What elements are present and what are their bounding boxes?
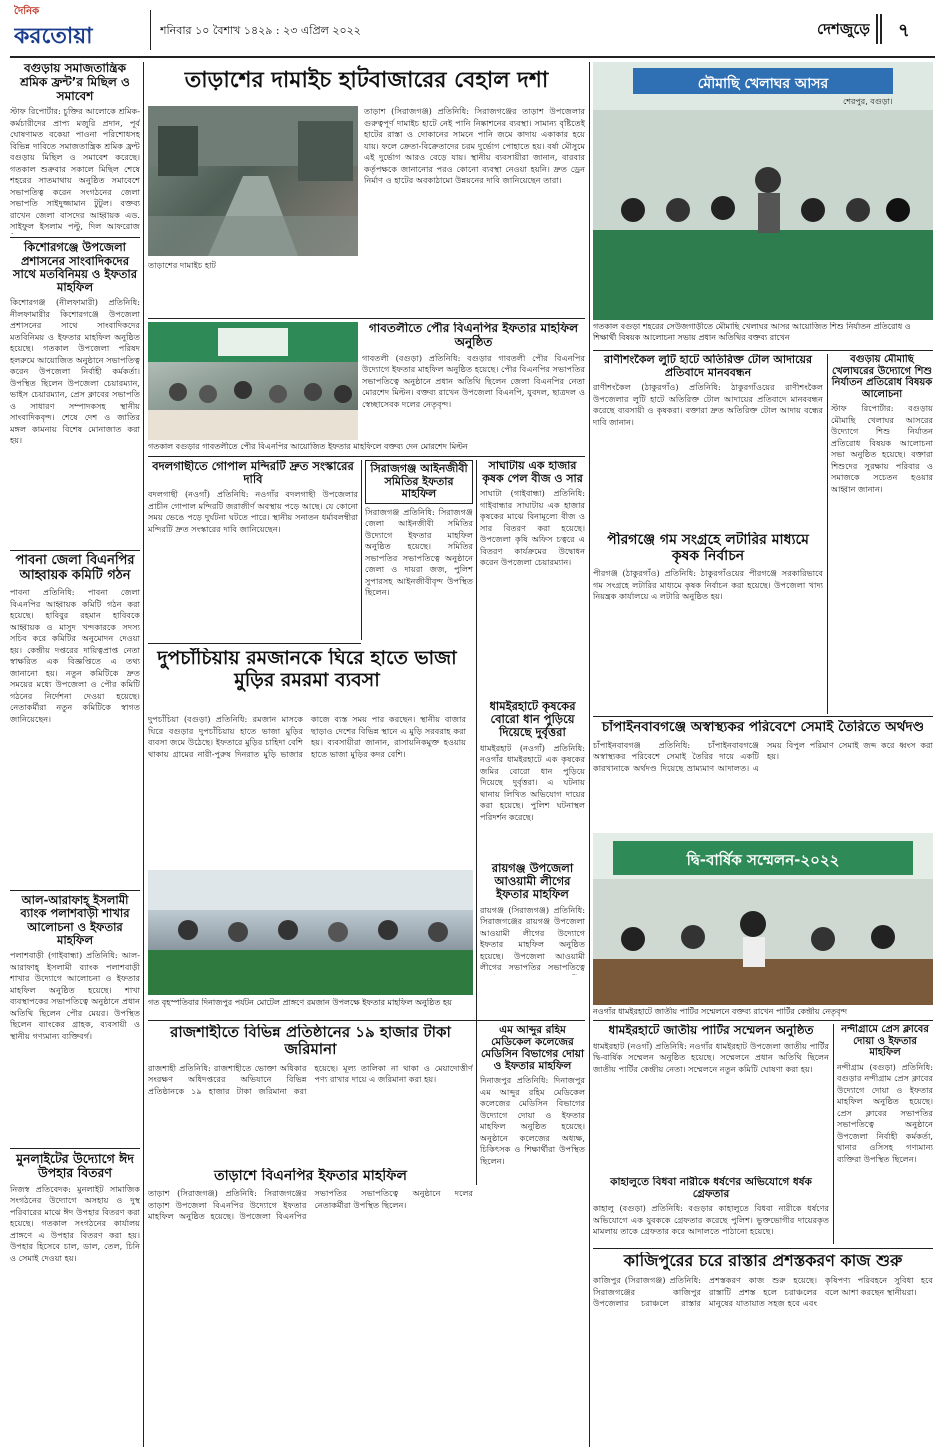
article-title: সাঘাটায় এক হাজার কৃষক পেল বীজ ও সার xyxy=(482,460,583,485)
divider xyxy=(10,237,140,238)
lead-headline: তাড়াশের দামাইচ হাটবাজারের বেহাল দশা xyxy=(184,68,549,93)
article-body: সিরাজগঞ্জ প্রতিনিধি: সিরাজগঞ্জ জেলা আইনজীবী সমিতির উদ্যোগে ইফতার মাহফিল অনুষ্ঠিত হয়েছে। সমিতির সভাপতির সভাপতিত্বে অনুষ্ঠানে জেলা ও দায়রা জজ, পুলিশ সুপারসহ আইনজীবীবৃন্দ উপস্থিত ছিলেন। xyxy=(365,506,473,598)
left-column xyxy=(10,62,140,1447)
right-top-caption: গতকাল বগুড়া শহরের সেউজগাড়ীতে মৌমাছি খেলাঘর আসর আয়োজিত শিশু নির্যাতন প্রতিরোধ ও শিক্ষার্থী বিষয়ক আলোচনা সভায় প্রধান অতিথির বক্তব্য রাখেন xyxy=(593,322,911,342)
article-body: নন্দীগ্রাম (বগুড়া) প্রতিনিধি: বগুড়ার নন্দীগ্রাম প্রেস ক্লাবের উদ্যোগে দোয়া ও ইফতার মাহফিল অনুষ্ঠিত হয়েছে। প্রেস ক্লাবের সভাপতির সভাপতিত্বে অনুষ্ঠানে উপজেলা নির্বাহী কর্মকর্তা, থানার ওসিসহ গণ্যমান্য ব্যক্তিরা উপস্থিত ছিলেন। xyxy=(837,1061,933,1164)
divider xyxy=(148,456,585,457)
divider xyxy=(148,643,361,644)
tarash-bnp-article xyxy=(148,1168,473,1446)
article-body: দিনাজপুর প্রতিনিধি: দিনাজপুর এম আব্দুর রহিম মেডিকেল কলেজের মেডিসিন বিভাগের উদ্যোগে দোয়া ও ইফতার মাহফিল অনুষ্ঠিত হয়েছে। অনুষ্ঠানে কলেজের অধ্যক্ষ, চিকিৎসক ও শিক্ষার্থীরা উপস্থিত ছিলেন। xyxy=(480,1075,585,1166)
article-body: রায়গঞ্জ (সিরাজগঞ্জ) প্রতিনিধি: সিরাজগঞ্জের রায়গঞ্জ উপজেলা আওয়ামী লীগের উদ্যোগে ইফতার মাহফিল অনুষ্ঠিত হয়েছে। উপজেলা আওয়ামী লীগের সভাপতির সভাপতিত্বে xyxy=(480,904,585,973)
article-body: পলাশবাড়ী (গাইবান্ধা) প্রতিনিধি: আল-আরাফাহ্‌ ইসলামী ব্যাংক পলাশবাড়ী শাখার উদ্যোগে আলোচনা ও ইফতার মাহফিল অনুষ্ঠিত হয়েছে। শাখা ব্যবস্থাপকের সভাপতিত্বে অনুষ্ঠানে প্রধান অতিথি ছিলেন পৌর মেয়র। উপস্থিত ছিলেন ব্যাংকের গ্রাহক, ব্যবসায়ী ও স্থানীয় গণ্যমান্য ব্যক্তিবর্গ। xyxy=(10,950,140,1041)
event-photo xyxy=(148,322,358,440)
article-title: রায়গঞ্জ উপজেলা আওয়ামী লীগের ইফতার মাহফিল xyxy=(491,862,574,902)
iftar-photo-caption: গত বৃহস্পতিবার দিনাজপুর পর্যটন মোটেল প্রাঙ্গণে রমজান উপলক্ষে ইফতার মাহফিল অনুষ্ঠিত হয় xyxy=(148,998,452,1007)
article-title: ধামইরহাটে কৃষকের বোরো ধান পুড়িয়ে দিয়েছে দুর্বৃত্তরা xyxy=(489,700,576,740)
date-line: শনিবার ১০ বৈশাখ ১৪২৯ : ২৩ এপ্রিল ২০২২ xyxy=(160,24,361,37)
article-title: পীরগঞ্জে গম সংগ্রহে লটারির মাধ্যমে কৃষক নির্বাচন xyxy=(607,532,809,565)
article-body: সাঘাটা (গাইবান্ধা) প্রতিনিধি: গাইবান্ধার সাঘাটায় এক হাজার কৃষকের মাঝে বিনামূল্যে বীজ ও সার বিতরণ করা হয়েছে। উপজেলা কৃষি অফিস চত্বরে এ বিতরণ কার্যক্রমের উদ্বোধন করেন উপজেলা চেয়ারম্যান। xyxy=(480,488,585,568)
article-title: গাবতলীতে পৌর বিএনপির ইফতার মাহফিল অনুষ্ঠিত xyxy=(368,322,579,349)
lead-photo xyxy=(148,106,358,256)
divider xyxy=(593,1248,933,1249)
article-body: স্টাফ রিপোর্টার: বগুড়ায় মৌমাছি খেলাঘর আসরের উদ্যোগে শিশু নির্যাতন প্রতিরোধ বিষয়ক আলোচনা সভা অনুষ্ঠিত হয়েছে। বক্তারা শিশুদের সুরক্ষায় পরিবার ও সমাজকে সচেতন হওয়ার আহ্বান জানান। xyxy=(831,403,933,494)
column-rule xyxy=(361,460,362,640)
article-title: এম আব্দুর রহিম মেডিকেল কলেজের মেডিসিন বিভাগের দোয়া ও ইফতার মাহফিল xyxy=(481,1024,584,1073)
conference-banner xyxy=(613,841,913,875)
article-body: রাজশাহী প্রতিনিধি: রাজশাহীতে ভোক্তা অধিকার সংরক্ষণ অধিদপ্তরের অভিযানে বিভিন্ন প্রতিষ্ঠানকে ১৯ হাজার টাকা জরিমানা করা হয়েছে। মূল্য তালিকা না থাকা ও মেয়াদোত্তীর্ণ পণ্য রাখার দায়ে এ জরিমানা করা হয়। xyxy=(148,1062,473,1096)
divider xyxy=(10,550,140,551)
pirganj-article xyxy=(593,532,823,714)
article-title: বগুড়ায় সমাজতান্ত্রিক শ্রমিক ফ্রন্ট’র মিছিল ও সমাবেশ xyxy=(20,62,130,103)
article-body: চাঁপাইনবাবগঞ্জ প্রতিনিধি: চাঁপাইনবাবগঞ্জে অস্বাস্থ্যকর পরিবেশে সেমাই তৈরির দায়ে একটি কারখানাকে অর্থদণ্ড দিয়েছে ভ্রাম্যমাণ আদালত। এ সময় বিপুল পরিমাণ সেমাই জব্দ করে ধ্বংস করা হয়। xyxy=(593,739,933,773)
article-body: স্টাফ রিপোর্টার: চুক্তির আলোকে শ্রমিক-কর্মচারীদের প্রাপ্য মজুরি প্রদান, পূর্ব ঘোষণামত বকেয়া পাওনা পরিশোধসহ বিভিন্ন দাবিতে সমাজতান্ত্রিক শ্রমিক ফ্রন্ট বগুড়ায় মিছিল ও সমাবেশ করেছে। গতকাল শুক্রবার সকালে মিছিল শেষে শহরের সাতমাথায় অনুষ্ঠিত সমাবেশে সভাপতিত্ব করেন সংগঠনের জেলা সভাপতি সাইদুজ্জামান টুটুল। বক্তব্য রাখেন জেলা বাসদের আহ্বায়ক এড. সাইফুল ইসলাম পল্টু, দিল আফরোজ xyxy=(10,106,140,232)
article-title: সিরাজগঞ্জ আইনজীবী সমিতির ইফতার মাহফিল xyxy=(365,460,473,504)
divider xyxy=(148,1020,585,1021)
article-title: বদলগাছীতে গোপাল মন্দিরটি দ্রুত সংস্কারের দাবি xyxy=(152,460,354,487)
conference-banner-text: দ্বি-বার্ষিক সম্মেলন-২০২২ xyxy=(686,851,840,869)
meeting-image xyxy=(593,110,933,320)
article-body: ধামইরহাট (নওগাঁ) প্রতিনিধি: নওগাঁর ধামইরহাট উপজেলা জাতীয় পার্টির দ্বি-বার্ষিক সম্মেলন অনুষ্ঠিত হয়েছে। সম্মেলনে প্রধান অতিথি ছিলেন জাতীয় পার্টির কেন্দ্রীয় নেতা। সম্মেলনে নতুন কমিটি ঘোষণা করা হয়। xyxy=(593,1040,829,1074)
kazipur-article xyxy=(593,1252,933,1446)
nandigram-article xyxy=(837,1024,933,1244)
dupchanchia-headline xyxy=(148,648,466,710)
banner xyxy=(633,68,893,94)
page-number: ৭ xyxy=(898,20,910,41)
medical-college-article xyxy=(480,1024,585,1446)
column-rule xyxy=(143,62,144,1447)
article-title: তাড়াশে বিএনপির ইফতার মাহফিল xyxy=(214,1168,407,1184)
lead-caption: তাড়াশের দামাইচ হাট xyxy=(148,260,216,270)
article-title: চাঁপাইনবাবগঞ্জে অস্বাস্থ্যকর পরিবেশে সেমাই তৈরিতে অর্থদণ্ড xyxy=(601,720,925,735)
banner-title: মৌমাছি খেলাঘর আসর xyxy=(697,76,829,92)
article-body: কিশোরগঞ্জ (নীলফামারী) প্রতিনিধি: নীলফামারীর কিশোরগঞ্জে উপজেলা প্রশাসনের সাথে সাংবাদিকদের মতবিনিময় ও ইফতার মাহফিল অনুষ্ঠিত হয়েছে। গতকাল উপজেলা পরিষদ হলরুমে আয়োজিত অনুষ্ঠানে সভাপতিত্ব করেন উপজেলা নির্বাহী কর্মকর্তা। উপস্থিত ছিলেন উপজেলা চেয়ারম্যান, ভাইস চেয়ারম্যান, প্রেস ক্লাবের সভাপতি ও সাধারণ সম্পাদকসহ স্থানীয় সাংবাদিকবৃন্দ। শেষে দেশ ও জাতির মঙ্গল কামনায় বিশেষ মোনাজাত করা হয়। xyxy=(10,297,140,446)
divider xyxy=(593,1020,933,1021)
article-body: কাহালু (বগুড়া) প্রতিনিধি: বগুড়ার কাহালুতে বিধবা নারীকে ধর্ষণের অভিযোগে এক যুবককে গ্রেফতার করেছে পুলিশ। ভুক্তভোগীর দায়েরকৃত মামলায় তাকে গ্রেফতার করে আদালতে পাঠানো হয়েছে। xyxy=(593,1203,829,1237)
logo-main-text: করতোয়া xyxy=(14,24,93,49)
raiganj-article xyxy=(480,862,585,997)
logo-small-text: দৈনিক xyxy=(14,6,40,17)
lead-story xyxy=(148,62,585,317)
badalgachhi-article xyxy=(148,460,358,640)
article-title: মুনলাইটের উদ্যোগে ঈদ উপহার বিতরণ xyxy=(16,1151,134,1181)
iftar-photo xyxy=(148,870,473,995)
section-divider xyxy=(876,14,882,44)
article-body: গাবতলী (বগুড়া) প্রতিনিধি: বগুড়ার গাবতলী পৌর বিএনপির উদ্যোগে ইফতার মাহফিল অনুষ্ঠিত হয়েছে। পৌর বিএনপির সভাপতির সভাপতিত্বে অনুষ্ঠানে প্রধান অতিথি ছিলেন জেলা বিএনপির নেতা মোরশেদ মিল্টন। বক্তব্য রাখেন উপজেলা বিএনপি, যুবদল, ছাত্রদল ও স্বেচ্ছাসেবক দলের নেতৃবৃন্দ। xyxy=(362,352,585,409)
chapai-article xyxy=(593,720,933,830)
article-body: পাবনা প্রতিনিধি: পাবনা জেলা বিএনপির আহ্বায়ক কমিটি গঠন করা হয়েছে। হাবিবুর রহমান হাবিবকে আহ্বায়ক ও মাসুদ খন্দকারকে সদস্য সচিব করে কমিটির অনুমোদন দেওয়া হয়। কেন্দ্রীয় দপ্তরের দায়িত্বপ্রাপ্ত নেতা স্বাক্ষরিত এক বিজ্ঞপ্তিতে এ তথ্য জানানো হয়। নতুন কমিটিকে দ্রুত সময়ের মধ্যে উপজেলা ও পৌর কমিটি গঠনের নির্দেশনা দেওয়া হয়েছে। নেতাকর্মীরা নতুন কমিটিকে স্বাগত জানিয়েছেন। xyxy=(10,587,140,724)
column-rule xyxy=(476,460,477,1185)
masthead xyxy=(0,0,945,58)
article-body: নিজস্ব প্রতিবেদক: মুনলাইট সামাজিক সংগঠনের উদ্যোগে অসহায় ও দুস্থ পরিবারের মাঝে ঈদ উপহার বিতরণ করা হয়েছে। গতকাল সংগঠনের কার্যালয় প্রাঙ্গণে এ উপহার বিতরণ করা হয়। উপহার হিসেবে চাল, ডাল, তেল, চিনি ও সেমাই দেওয়া হয়। xyxy=(10,1183,140,1263)
rajshahi-article xyxy=(148,1024,473,1164)
saghata-article xyxy=(480,460,585,690)
article-title: রাজশাহীতে বিভিন্ন প্রতিষ্ঠানের ১৯ হাজার টাকা জরিমানা xyxy=(170,1024,451,1059)
article-body: ধামইরহাট (নওগাঁ) প্রতিনিধি: নওগাঁর ধামইরহাটে এক কৃষকের জমির বোরো ধান পুড়িয়ে দিয়েছে দুর্বৃত্তরা। এ ঘটনায় থানায় লিখিত অভিযোগ দায়ের করা হয়েছে। পুলিশ ঘটনাস্থল পরিদর্শন করেছে। xyxy=(480,742,585,822)
section-name: দেশজুড়ে xyxy=(817,20,870,38)
ranisankail-article xyxy=(593,354,823,529)
market-street-image xyxy=(148,106,358,256)
article-title: পাবনা জেলা বিএনপির আহ্বায়ক কমিটি গঠন xyxy=(15,553,135,584)
kahalu-article xyxy=(593,1176,829,1246)
article-title: রাণীশংকৈল লুটি হাটে অতিরিক্ত টোল আদায়ের প্রতিবাদে মানববন্ধন xyxy=(603,354,813,379)
iftar-gathering-image xyxy=(148,870,473,995)
lead-body-continued xyxy=(148,260,585,315)
article-title: নন্দীগ্রামে প্রেস ক্লাবের দোয়া ও ইফতার মাহফিল xyxy=(841,1024,929,1058)
banner-subtitle: শেরপুর, বগুড়া। xyxy=(843,97,893,106)
article-title: কাজিপুরের চরে রাস্তার প্রশস্তকরণ কাজ শুরু xyxy=(623,1252,903,1270)
divider xyxy=(10,1148,140,1149)
article-body: পীরগঞ্জ (ঠাকুরগাঁও) প্রতিনিধি: ঠাকুরগাঁওয়ের পীরগঞ্জে সরকারিভাবে গম সংগ্রহে লটারির মাধ্যমে কৃষক নির্বাচন করা হয়েছে। উপজেলা খাদ্য নিয়ন্ত্রক কার্যালয়ে এ লটারি অনুষ্ঠিত হয়। xyxy=(593,568,823,602)
article-body: বদলগাছী (নওগাঁ) প্রতিনিধি: নওগাঁর বদলগাছী উপজেলার প্রাচীন গোপাল মন্দিরটি জরাজীর্ণ অবস্থায় পড়ে আছে। যে কোনো সময় ভেঙে পড়ে দুর্ঘটনা ঘটতে পারে। স্থানীয় সনাতন ধর্মাবলম্বীরা মন্দিরটি দ্রুত সংস্কারের দাবি জানিয়েছেন। xyxy=(148,489,358,534)
divider xyxy=(593,716,933,717)
divider xyxy=(148,318,585,319)
masthead-divider xyxy=(150,10,151,50)
event-photo-caption: গতকাল বগুড়ার গাবতলীতে পৌর বিএনপির আয়োজিত ইফতার মাহফিলে বক্তব্য দেন মোরশেদ মিল্টন xyxy=(148,442,468,451)
masthead-rule xyxy=(10,56,935,58)
article-body: কাজিপুর (সিরাজগঞ্জ) প্রতিনিধি: সিরাজগঞ্জের কাজিপুর উপজেলার চরাঞ্চলে রাস্তার প্রশস্তকরণ কাজ শুরু হয়েছে। রাস্তাটি প্রশস্ত হলে চরাঞ্চলের মানুষের যাতায়াত সহজ হবে এবং কৃষিপণ্য পরিবহনে সুবিধা হবে বলে আশা করছেন স্থানীয়রা। xyxy=(593,1275,933,1309)
divider xyxy=(10,890,140,891)
dupchanchia-body: দুপচাঁচিয়া (বগুড়া) প্রতিনিধি: রমজান মাসকে ঘিরে বগুড়ার দুপচাঁচিয়ায় হাতে ভাজা মুড়ির ব্যবসা জমে উঠেছে। ইফতারে মুড়ির চাহিদা বেশি থাকায় গ্রামের নারী-পুরুষ দিনরাত মুড়ি ভাজার কাজে ব্যস্ত সময় পার করছেন। স্থানীয় বাজার ছাড়াও দেশের বিভিন্ন স্থানে এ মুড়ি সরবরাহ করা হয়। ব্যবসায়ীরা জানান, রাসায়নিকমুক্ত হওয়ায় হাতে ভাজা মুড়ির কদর বেশি। xyxy=(148,714,466,759)
conference-image xyxy=(593,879,933,1005)
article-title: আল-আরাফাহ্‌ ইসলামী ব্যাংক পলাশবাড়ী শাখার আলোচনা ও ইফতার মাহফিল xyxy=(20,893,130,947)
gabtali-article xyxy=(362,322,585,440)
article-body: রাণীশংকৈল (ঠাকুরগাঁও) প্রতিনিধি: ঠাকুরগাঁওয়ের রাণীশংকৈল উপজেলার লুটি হাটে অতিরিক্ত টোল আদায়ের প্রতিবাদে মানববন্ধন করেছে ব্যবসায়ী ও কৃষকরা। বক্তারা দ্রুত অতিরিক্ত টোল আদায় বন্ধের দাবি জানান। xyxy=(593,382,823,427)
article-title: বগুড়ায় মৌমাছি খেলাঘরের উদ্যোগে শিশু নির্যাতন প্রতিরোধ বিষয়ক আলোচনা xyxy=(831,354,933,400)
article-title: কিশোরগঞ্জে উপজেলা প্রশাসনের সাংবাদিকদের সাথে মতবিনিময় ও ইফতার মাহফিল xyxy=(12,240,138,295)
article-title: দুপচাঁচিয়ায় রমজানকে ঘিরে হাতে ভাজা মুড়ির রমরমা ব্যবসা xyxy=(157,648,457,691)
divider xyxy=(593,350,933,351)
lead-body: তাড়াশ (সিরাজগঞ্জ) প্রতিনিধি: সিরাজগঞ্জের তাড়াশ উপজেলার গুরুত্বপূর্ণ দামাইচ হাটে নেই পানি নিষ্কাশনের ব্যবস্থা। সামান্য বৃষ্টিতেই হাটের রাস্তা ও দোকানের সামনে পানি জমে কাদায় একাকার হয়ে যায়। ফলে ক্রেতা-বিক্রেতাদের চরম দুর্ভোগ পোহাতে হয়। বর্ষা মৌসুমে এই দুর্ভোগ আরও বেড়ে যায়। স্থানীয় ব্যবসায়ীরা জানান, বারবার কর্তৃপক্ষকে জানানোর পরও কোনো ব্যবস্থা নেওয়া হয়নি। দ্রুত ড্রেন নির্মাণ ও হাটের অবকাঠামো উন্নয়নের দাবি জানিয়েছেন তারা। xyxy=(364,106,585,185)
iftar-event-image xyxy=(148,322,358,440)
right-top-photo xyxy=(593,62,933,320)
column-rule xyxy=(827,354,828,714)
article-body: তাড়াশ (সিরাজগঞ্জ) প্রতিনিধি: সিরাজগঞ্জের তাড়াশ উপজেলা বিএনপির উদ্যোগে ইফতার মাহফিল অনুষ্ঠিত হয়েছে। উপজেলা বিএনপির সভাপতির সভাপতিত্বে অনুষ্ঠানে দলের নেতাকর্মীরা উপস্থিত ছিলেন। xyxy=(148,1188,473,1222)
article-title: ধামইরহাটে জাতীয় পার্টির সম্মেলন অনুষ্ঠিত xyxy=(608,1024,814,1037)
right-photo-2-caption: নওগাঁর ধামইরহাটে জাতীয় পার্টির সম্মেলনে বক্তব্য রাখেন পার্টির কেন্দ্রীয় নেতৃবৃন্দ xyxy=(593,1007,848,1016)
jatiya-party-article xyxy=(593,1024,829,1174)
moumachi-article xyxy=(831,354,933,714)
article-title: কাহালুতে বিধবা নারীকে ধর্ষণের অভিযোগে ধর্ষক গ্রেফতার xyxy=(610,1176,812,1201)
column-rule xyxy=(589,62,590,1447)
dhamoirhat-article xyxy=(480,700,585,860)
column-rule xyxy=(833,1024,834,1244)
right-photo-2 xyxy=(593,833,933,1005)
newspaper-logo xyxy=(14,4,144,54)
